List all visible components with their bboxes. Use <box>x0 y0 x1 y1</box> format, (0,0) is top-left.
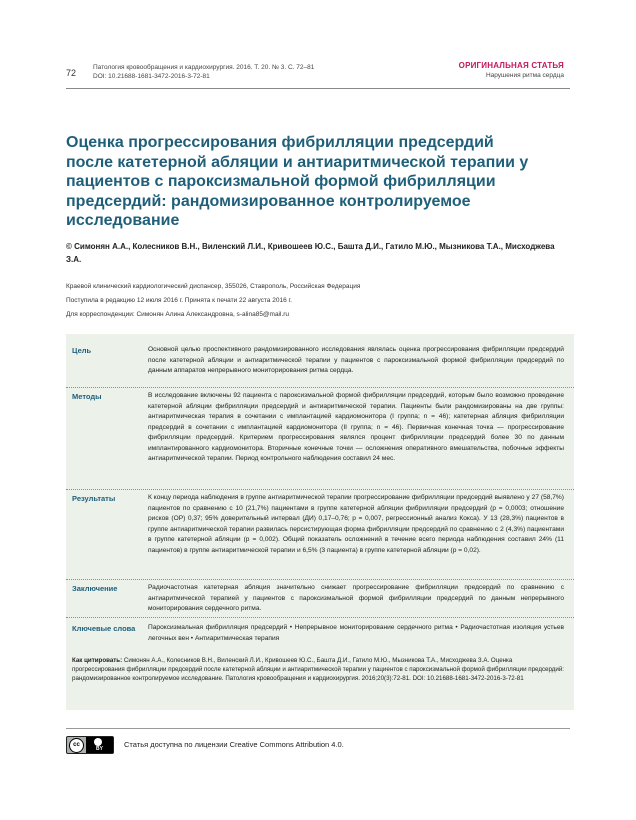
header-section <box>459 61 564 79</box>
methods-text: В исследование включены 92 пациента с пароксизмальной формой фибрилляции предсердий, которым было возможно проведение катетерной абляции фибрилляции предсердий и антиаритмической терапии. Пациенты были рандомизированы на две группы: антиаритмическая терапия в сочетании с имплантацией кардиомонитора (I группа; n = 46); катетерная абляция фибрилляции предсердий в сочетании с имплантацией кардиомонитора (II группа; n = 46). Первичная конечная точка — прогрессирование фибрилляции предсердий. Критерием прогрессирования являлся процент фибрилляции предсердий более 30 по данным имплантированного кардиомонитора. Вторичные конечные точки — осложнения оперативного вмешательства, побочные эффекты антиаритмической терапии. Период контрольного наблюдения составил 24 мес. <box>148 392 564 462</box>
footer-divider <box>66 728 570 729</box>
article-type: ОРИГИНАЛЬНАЯ СТАТЬЯ <box>458 61 564 70</box>
affiliation: Краевой клинический кардиологический диспансер, 355026, Ставрополь, Российская Федерация <box>66 283 361 290</box>
conclusion-text: Радиочастотная катетерная абляция значительно снижает прогрессирование фибрилляции предсердий по сравнению с антиаритмической терапией у пациентов с пароксизмальной формой фибрилляции предсердий по данным непрерывного мониторирования сердечного ритма. <box>148 584 564 612</box>
correspondence: Для корреспонденции: Симонян Алина Александровна, s-alina85@mail.ru <box>66 311 290 318</box>
person-icon <box>94 738 102 746</box>
results-text: К концу периода наблюдения в группе антиаритмической терапии прогрессирование фибрилляции предсердий выявлено у 27 (58,7%) пациентов по сравнению с 10 (21,7%) пациентами в группе катетерной абляции фибрилляции предсердий (р = 0,0003; отношение рисков (ОР) 0,37; 95% доверительный интервал (ДИ) 0,17–0,76; р = 0,007, регрессионный анализ Кокса). У 13 (28,3%) пациентов в группе антиаритмической терапии развилась персистирующая форма фибрилляции предсердий по сравнению с 2 (4,3%) пациентами в группе катетерной абляции (р = 0,002). Общий показатель осложнений в течение всего периода наблюдения составил 24% (11 пациентов) в группе антиаритмической терапии и 6,5% (3 пациента) в группе катетерной абляции (р = 0,02). <box>148 494 564 554</box>
cc-icon: cc <box>69 738 84 753</box>
license-text[interactable]: Статья доступна по лицензии Creative Commons Attribution 4.0. <box>124 740 344 749</box>
keywords-label: Ключевые слова <box>72 624 136 633</box>
abstract-divider <box>66 489 574 490</box>
goal-text: Основной целью проспективного рандомизированного исследования являлась оценка прогрессирования фибрилляции предсердий после катетерной абляции и антиаритмической терапии у пациентов с пароксизмальной формой фибрилляции предсердий по данным аппаратов непрерывного мониторирования ритма сердца. <box>148 346 564 374</box>
author-list: © Симонян А.А., Колесников В.Н., Виленский Л.И., Кривошеев Ю.С., Башта Д.И., Гатило М.Ю., Мызникова Т.А., Мисходжева З.А. <box>66 242 555 264</box>
by-label: BY <box>96 746 103 752</box>
citation-text: Симонян А.А., Колесников В.Н., Виленский Л.И., Кривошеев Ю.С., Башта Д.И., Гатило М.Ю., Мызникова Т.А., Мисходжева З.А. Оценка прогрессирования фибрилляции предсердий после катетерной абляции и антиаритмической терапии у пациентов с пароксизмальной формой фибрилляции предсердий: рандомизированное контролируемое исследование. Патология кровообращения и кардиохирургия. 2016;20(3):72-81. DOI: 10.21688-1681-3472-2016-3-72-81 <box>72 657 565 682</box>
journal-info <box>93 63 314 81</box>
conclusion-label: Заключение <box>72 584 118 593</box>
methods-label: Методы <box>72 392 102 401</box>
abstract-divider <box>66 387 574 388</box>
journal-doi: DOI: 10.21688-1681-3472-2016-3-72-81 <box>93 73 210 80</box>
abstract-divider <box>66 617 574 618</box>
abstract-divider <box>66 579 574 580</box>
keywords-text: Пароксизмальная фибрилляция предсердий • Непрерывное мониторирование сердечного ритма • Радиочастотная изоляция устьев легочных вен • Антиаритмическая терапия <box>148 624 564 642</box>
header-divider <box>66 88 570 89</box>
page-number: 72 <box>66 68 77 78</box>
by-icon <box>86 737 113 753</box>
received-date: Поступила в редакцию 12 июля 2016 г. Принята к печати 22 августа 2016 г. <box>66 297 292 304</box>
goal-label: Цель <box>72 346 92 355</box>
citation-label: Как цитировать: <box>72 657 123 664</box>
article-meta <box>66 282 566 324</box>
cc-by-license-icon[interactable] <box>66 736 114 754</box>
results-label: Результаты <box>72 494 116 503</box>
abstract-box <box>66 334 574 710</box>
article-section: Нарушения ритма сердца <box>485 72 564 79</box>
journal-citation: Патология кровообращения и кардиохирургия. 2016. Т. 20. № 3. С. 72–81 <box>93 64 315 71</box>
citation-block <box>72 656 566 683</box>
article-title: Оценка прогрессирования фибрилляции предсердий после катетерной абляции и антиаритмической терапии у пациентов с пароксизмальной формой фибрилляции предсердий: рандомизированное контролируемое исследование <box>66 134 529 229</box>
